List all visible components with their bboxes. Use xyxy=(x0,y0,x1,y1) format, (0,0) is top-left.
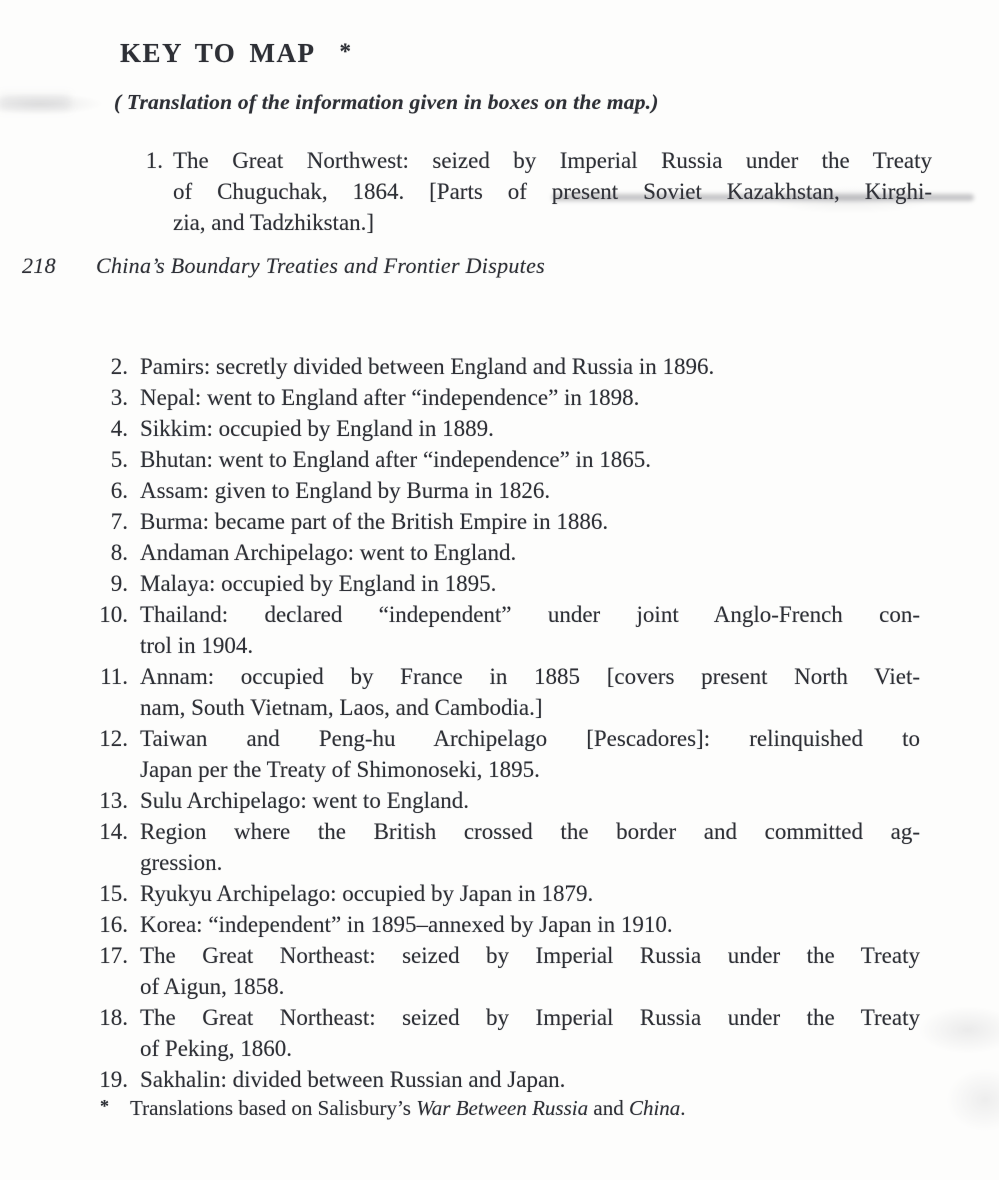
list-item xyxy=(88,909,920,940)
list-item xyxy=(88,475,920,506)
item-text xyxy=(140,816,920,878)
item-number: 16. xyxy=(99,912,128,937)
item-text xyxy=(140,940,920,1002)
list-item xyxy=(88,1002,920,1064)
item-line: Sulu Archipelago: went to England. xyxy=(140,788,469,813)
item-line: Nepal: went to England after “independence” in 1898. xyxy=(140,385,640,410)
item-line: Annam: occupied by France in 1885 [covers present North Viet- xyxy=(140,664,920,689)
page-title xyxy=(120,38,351,69)
item-text xyxy=(140,506,920,537)
item-text xyxy=(140,351,920,382)
item-line: Assam: given to England by Burma in 1826. xyxy=(140,478,551,503)
item-line: Sikkim: occupied by England in 1889. xyxy=(140,416,494,441)
item-line: Thailand: declared “independent” under joint Anglo-French con- xyxy=(140,602,920,627)
list-item xyxy=(88,816,920,878)
item-text xyxy=(140,723,920,785)
item-line: Sakhalin: divided between Russian and Japan. xyxy=(140,1067,566,1092)
item-number: 14. xyxy=(99,819,128,844)
item-number: 19. xyxy=(99,1067,128,1092)
footnote-book-title: War Between Russia xyxy=(416,1096,589,1120)
item-text xyxy=(140,599,920,661)
item-line: Malaya: occupied by England in 1895. xyxy=(140,571,497,596)
list-item xyxy=(88,351,920,382)
item-number: 10. xyxy=(99,602,128,627)
scan-smudge xyxy=(0,94,70,110)
item-text xyxy=(140,568,920,599)
key-to-map-title: KEY TO MAP xyxy=(120,38,316,68)
item-line: The Great Northwest: seized by Imperial Russia under the Treaty xyxy=(173,148,932,173)
list-item xyxy=(88,661,920,723)
footnote xyxy=(100,1094,960,1123)
item-number: 17. xyxy=(99,943,128,968)
key-list xyxy=(88,351,920,1095)
item-number: 6. xyxy=(110,478,128,503)
footnote-text-mid: and xyxy=(588,1096,629,1120)
list-item xyxy=(88,878,920,909)
item-text xyxy=(140,878,920,909)
footnote-marker: * xyxy=(100,1096,109,1116)
item-number: 5. xyxy=(110,447,128,472)
footnote-text: Translations based on Salisbury’s xyxy=(130,1096,417,1120)
item-line: Burma: became part of the British Empire in 1886. xyxy=(140,509,609,534)
item-number: 11. xyxy=(100,664,128,689)
list-item xyxy=(88,785,920,816)
item-number: 8. xyxy=(110,540,128,565)
list-item xyxy=(88,382,920,413)
item-text xyxy=(140,785,920,816)
book-title: China’s Boundary Treaties and Frontier Disputes xyxy=(96,253,546,278)
item-line: zia, and Tadzhikstan.] xyxy=(173,210,375,235)
item-text xyxy=(140,1064,920,1095)
item-text xyxy=(140,661,920,723)
item-number: 1. xyxy=(145,148,163,173)
list-item xyxy=(88,537,920,568)
list-item xyxy=(88,940,920,1002)
item-line: The Great Northeast: seized by Imperial Russia under the Treaty xyxy=(140,943,920,968)
item-line: Andaman Archipelago: went to England. xyxy=(140,540,517,565)
item-text xyxy=(140,909,920,940)
item-line: Ryukyu Archipelago: occupied by Japan in 1879. xyxy=(140,881,594,906)
item-number: 15. xyxy=(99,881,128,906)
item1-container xyxy=(120,145,932,238)
translation-note: ( Translation of the information given in boxes on the map.) xyxy=(114,90,659,114)
item-text xyxy=(140,1002,920,1064)
list-item xyxy=(88,413,920,444)
item-line: of Peking, 1860. xyxy=(140,1036,293,1061)
list-item xyxy=(88,568,920,599)
item-number: 7. xyxy=(110,509,128,534)
list-item xyxy=(88,599,920,661)
item-line: of Chuguchak, 1864. [Parts of present Soviet Kazakhstan, Kirghi- xyxy=(173,179,932,204)
item-text xyxy=(140,444,920,475)
footnote-period: . xyxy=(680,1096,686,1120)
item-line: nam, South Vietnam, Laos, and Cambodia.] xyxy=(140,695,543,720)
item-text xyxy=(140,413,920,444)
item-line: The Great Northeast: seized by Imperial Russia under the Treaty xyxy=(140,1005,920,1030)
item-number: 4. xyxy=(110,416,128,441)
item-text xyxy=(140,475,920,506)
item-line: gression. xyxy=(140,850,223,875)
list-item xyxy=(88,444,920,475)
item-line: Taiwan and Peng-hu Archipelago [Pescadores]: relinquished to xyxy=(140,726,920,751)
item-text xyxy=(173,145,932,238)
item-line: Korea: “independent” in 1895–annexed by Japan in 1910. xyxy=(140,912,673,937)
footnote-book-title-2: China xyxy=(628,1096,681,1120)
item-number: 18. xyxy=(99,1005,128,1030)
item-line: Japan per the Treaty of Shimonoseki, 1895. xyxy=(140,757,540,782)
item-number: 3. xyxy=(110,385,128,410)
list-item xyxy=(88,506,920,537)
list-item xyxy=(88,1064,920,1095)
page-number: 218 xyxy=(22,253,56,278)
footnote-reference-asterisk: * xyxy=(339,39,352,64)
item-text xyxy=(140,537,920,568)
item-line: Pamirs: secretly divided between England and Russia in 1896. xyxy=(140,354,715,379)
item-line: of Aigun, 1858. xyxy=(140,974,285,999)
list-item xyxy=(120,145,932,238)
item-line: trol in 1904. xyxy=(140,633,254,658)
item-line: Bhutan: went to England after “independence” in 1865. xyxy=(140,447,651,472)
running-header xyxy=(22,253,545,279)
item-text xyxy=(140,382,920,413)
item-number: 9. xyxy=(110,571,128,596)
item-number: 13. xyxy=(99,788,128,813)
item-number: 2. xyxy=(110,354,128,379)
item-line: Region where the British crossed the border and committed ag- xyxy=(140,819,920,844)
item-number: 12. xyxy=(99,726,128,751)
list-item xyxy=(88,723,920,785)
